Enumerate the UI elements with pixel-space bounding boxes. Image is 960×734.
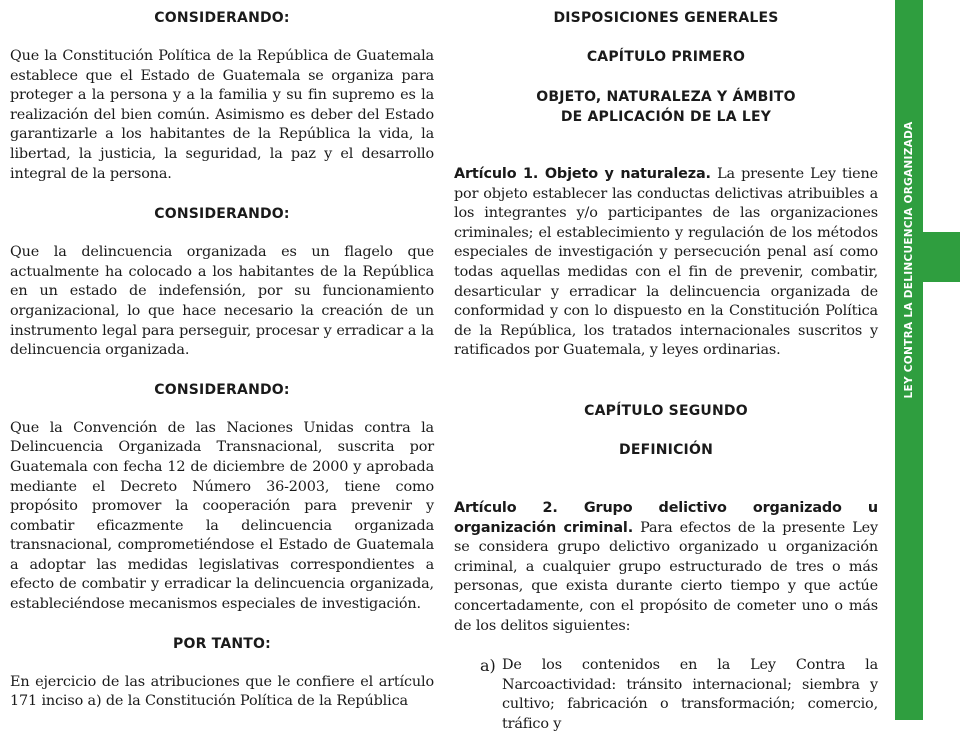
disposiciones-generales-heading: DISPOSICIONES GENERALES bbox=[553, 10, 779, 26]
objeto-heading-line-2: DE APLICACIÓN DE LA LEY bbox=[560, 109, 772, 125]
delitos-list bbox=[454, 656, 878, 734]
definicion-heading: DEFINICIÓN bbox=[619, 441, 713, 458]
objeto-heading-line-1: OBJETO, NATURALEZA Y ÁMBITO bbox=[536, 89, 796, 105]
por-tanto-heading: POR TANTO: bbox=[173, 635, 271, 652]
considerando-paragraph-3: Que la Convención de las Naciones Unidas contra la Delincuencia Organizada Transnacional, suscrita por Guatemala con fecha 12 de diciembre de 2000 y aprobada mediante el Decreto Número 36-2003, tiene como propósito promover la cooperación para prevenir y combatir eficazmente la delincuencia organizada transnacional, comprometiéndose el Estado de Guatemala a adoptar las medidas legislativas correspondientes a efecto de combatir y erradicar la delincuencia organizada, estableciéndose mecanismos especiales de investigación. bbox=[10, 419, 434, 613]
articulo-1-paragraph bbox=[454, 165, 878, 361]
left-column bbox=[10, 0, 434, 712]
list-item bbox=[454, 656, 878, 734]
considerando-paragraph-1: Que la Constitución Política de la República de Guatemala establece que el Estado de Guatemala se organiza para proteger a la persona y a la familia y su fin supremo es la realización del bien común. Asimismo es deber del Estado garantizarle a los habitantes de la República la vida, la libertad, la justicia, la seguridad, la paz y el desarrollo integral de la persona. bbox=[10, 48, 434, 182]
section-tab-marker bbox=[921, 232, 960, 282]
considerando-heading-1: CONSIDERANDO: bbox=[154, 10, 290, 26]
por-tanto-paragraph: En ejercicio de las atribuciones que le confiere el artículo 171 inciso a) de la Constitución Política de la República bbox=[10, 673, 434, 710]
list-item-text: De los contenidos en la Ley Contra la Narcoactividad: tránsito internacional; siembra y cultivo; fabricación o transformación; comercio, tráfico y bbox=[502, 657, 878, 732]
right-column bbox=[454, 0, 878, 734]
considerando-heading-3: CONSIDERANDO: bbox=[154, 381, 290, 398]
considerando-paragraph-2: Que la delincuencia organizada es un flagelo que actualmente ha colocado a los habitantes de la República en un estado de indefensión, por su funcionamiento organizacional, lo que hace necesario la creación de un instrumento legal para perseguir, procesar y erradicar a la delincuencia organizada. bbox=[10, 244, 434, 359]
articulo-2-body: Para efectos de la presente Ley se considera grupo delictivo organizado u organización criminal, a cualquier grupo estructurado de tres o más personas, que exista durante cierto tiempo y que actúe concertadamente, con el propósito de cometer uno o más de los delitos siguientes: bbox=[454, 519, 878, 634]
list-item-label: a) bbox=[480, 656, 496, 676]
articulo-2-paragraph bbox=[454, 499, 878, 636]
articulo-1-body: La presente Ley tiene por objeto establecer las conductas delictivas atribuibles a los integrantes y/o participantes de las organizaciones criminales; el establecimiento y regulación de los métodos especiales de investigación y persecución penal así como todas aquellas medidas con el fin de prevenir, combatir, desarticular y erradicar la delincuencia organizada de conformidad y con lo dispuesto en la Constitución Política de la República, los tratados internacionales suscritos y ratificados por Guatemala, y leyes ordinarias. bbox=[454, 166, 878, 359]
articulo-2-title: Artículo 2. Grupo delictivo organizado u organización criminal. bbox=[454, 499, 878, 536]
sidebar-law-title: LEY CONTRA LA DELINCUENCIA ORGANIZADA bbox=[903, 121, 915, 399]
sidebar-label-container bbox=[895, 0, 923, 720]
considerando-heading-2: CONSIDERANDO: bbox=[154, 206, 290, 223]
capitulo-primero-heading: CAPÍTULO PRIMERO bbox=[586, 49, 746, 65]
articulo-1-title: Artículo 1. Objeto y naturaleza. bbox=[454, 166, 711, 182]
capitulo-segundo-heading: CAPÍTULO SEGUNDO bbox=[584, 402, 748, 419]
